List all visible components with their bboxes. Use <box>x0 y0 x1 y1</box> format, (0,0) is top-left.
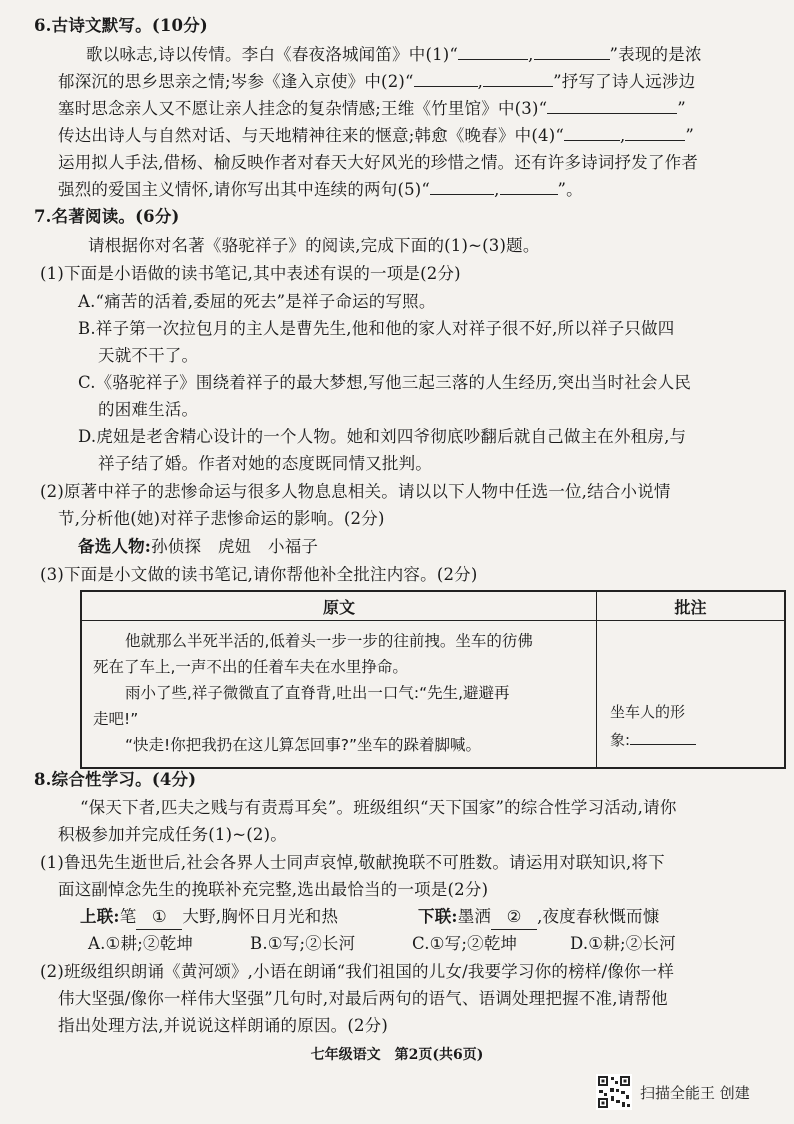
q6-line-2: 郁深沉的思乡思亲之情;岑参《逢入京使》中(2)“ , ”抒写了诗人远涉边 <box>58 72 696 91</box>
q8-option-c: C.①写;②乾坤 <box>412 934 518 953</box>
q6-line-3: 塞时思念亲人又不愿让亲人挂念的复杂情感;王维《竹里馆》中(3)“ ” <box>58 99 686 118</box>
blank-marker-1: ① <box>136 905 182 930</box>
answer-blank[interactable] <box>625 124 685 141</box>
blank-marker-2: ② <box>491 905 537 930</box>
q8-sub1-cont: 面这副悼念先生的挽联补充完整,选出最恰当的一项是(2分) <box>58 880 489 899</box>
answer-blank[interactable] <box>547 97 677 114</box>
original-text-cell <box>81 621 597 769</box>
reading-notes-table <box>80 590 786 769</box>
q8-intro-cont: 积极参加并完成任务(1)~(2)。 <box>58 825 287 844</box>
q6-line-1: 歌以咏志,诗以传情。李白《春夜洛城闻笛》中(1)“ , ”表现的是浓 <box>86 45 702 64</box>
q8-intro: “保天下者,匹夫之贱与有责焉耳矣”。班级组织“天下国家”的综合性学习活动,请你 <box>80 798 677 817</box>
q7-candidates: 备选人物:孙侦探 虎妞 小福子 <box>78 537 319 556</box>
annotation-label-cont: 象: <box>610 731 631 749</box>
q8-option-b: B.①写;②长河 <box>250 934 356 953</box>
excerpt-line: 走吧!” <box>93 710 139 728</box>
q8-sub1: (1)鲁迅先生逝世后,社会各界人士同声哀悼,敬献挽联不可胜数。请运用对联知识,将下 <box>40 853 665 872</box>
q7-heading: 7.名著阅读。(6分) <box>34 207 180 226</box>
answer-blank[interactable] <box>430 178 494 195</box>
answer-blank[interactable] <box>500 178 558 195</box>
q7-option-a: A.“痛苦的活着,委屈的死去”是祥子命运的写照。 <box>78 292 436 311</box>
q6-heading: 6.古诗文默写。(10分) <box>34 16 208 35</box>
q7-option-c-cont: 的困难生活。 <box>98 400 199 419</box>
q7-option-d: D.虎妞是老舍精心设计的一个人物。她和刘四爷彻底吵翻后就自己做主在外租房,与 <box>78 427 687 446</box>
q6-line-6: 强烈的爱国主义情怀,请你写出其中连续的两句(5)“ , ”。 <box>58 180 583 199</box>
q7-sub2-cont: 节,分析他(她)对祥子悲惨命运的影响。(2分) <box>58 509 385 528</box>
answer-blank[interactable] <box>458 43 528 60</box>
scanner-brand-label: 扫描全能王 创建 <box>640 1084 750 1102</box>
qr-code-icon <box>596 1074 632 1110</box>
table-header-annotation: 批注 <box>597 591 786 621</box>
q7-sub3: (3)下面是小文做的读书笔记,请你帮他补全批注内容。(2分) <box>40 565 478 584</box>
annotation-blank[interactable] <box>630 728 696 745</box>
couplet-upper: 上联:笔 ① 大野,胸怀日月光和热 <box>80 905 338 930</box>
excerpt-line: 雨小了些,祥子微微直了直脊背,吐出一口气:“先生,避避再 <box>125 684 510 702</box>
q8-sub2-cont2: 指出处理方法,并说说这样朗诵的原因。(2分) <box>58 1016 389 1035</box>
q7-option-d-cont: 祥子结了婚。作者对她的态度既同情又批判。 <box>98 454 432 473</box>
q7-sub1: (1)下面是小语做的读书笔记,其中表述有误的一项是(2分) <box>40 264 461 283</box>
page-footer: 七年级语文 第2页(共6页) <box>310 1047 484 1063</box>
excerpt-line: 他就那么半死半活的,低着头一步一步的往前拽。坐车的彷佛 <box>125 632 533 650</box>
q8-option-a: A.①耕;②乾坤 <box>88 934 194 953</box>
q7-option-b: B.祥子第一次拉包月的主人是曹先生,他和他的家人对祥子很不好,所以祥子只做四 <box>78 319 675 338</box>
answer-blank[interactable] <box>564 124 620 141</box>
annotation-label: 坐车人的形 <box>610 703 686 721</box>
answer-blank[interactable] <box>414 70 478 87</box>
answer-blank[interactable] <box>534 43 610 60</box>
answer-blank[interactable] <box>483 70 553 87</box>
q6-line-5: 运用拟人手法,借杨、榆反映作者对春天大好风光的珍惜之情。还有许多诗词抒发了作者 <box>58 153 699 172</box>
excerpt-line: “快走!你把我扔在这儿算怎回事?”坐车的跺着脚喊。 <box>125 736 482 754</box>
q7-option-b-cont: 天就不干了。 <box>98 346 199 365</box>
q7-intro: 请根据你对名著《骆驼祥子》的阅读,完成下面的(1)~(3)题。 <box>88 236 540 255</box>
q7-option-c: C.《骆驼祥子》围绕着祥子的最大梦想,写他三起三落的人生经历,突出当时社会人民 <box>78 373 692 392</box>
q8-option-d: D.①耕;②长河 <box>570 934 676 953</box>
couplet-lower: 下联:墨洒 ② ,夜度春秋慨而慷 <box>418 905 659 930</box>
q8-sub2: (2)班级组织朗诵《黄河颂》,小语在朗诵“我们祖国的儿女/我要学习你的榜样/像你一样 <box>40 962 675 981</box>
annotation-cell <box>597 621 786 769</box>
excerpt-line: 死在了车上,一声不出的任着车夫在水里挣命。 <box>93 658 408 676</box>
table-header-original: 原文 <box>81 591 597 621</box>
q8-heading: 8.综合性学习。(4分) <box>34 770 197 789</box>
q6-line-4: 传达出诗人与自然对话、与天地精神往来的惬意;韩愈《晚春》中(4)“ , ” <box>58 126 695 145</box>
q7-sub2: (2)原著中祥子的悲惨命运与很多人物息息相关。请以以下人物中任选一位,结合小说情 <box>40 482 671 501</box>
q8-sub2-cont: 伟大坚强/像你一样伟大坚强”几句时,对最后两句的语气、语调处理把握不准,请帮他 <box>58 989 668 1008</box>
